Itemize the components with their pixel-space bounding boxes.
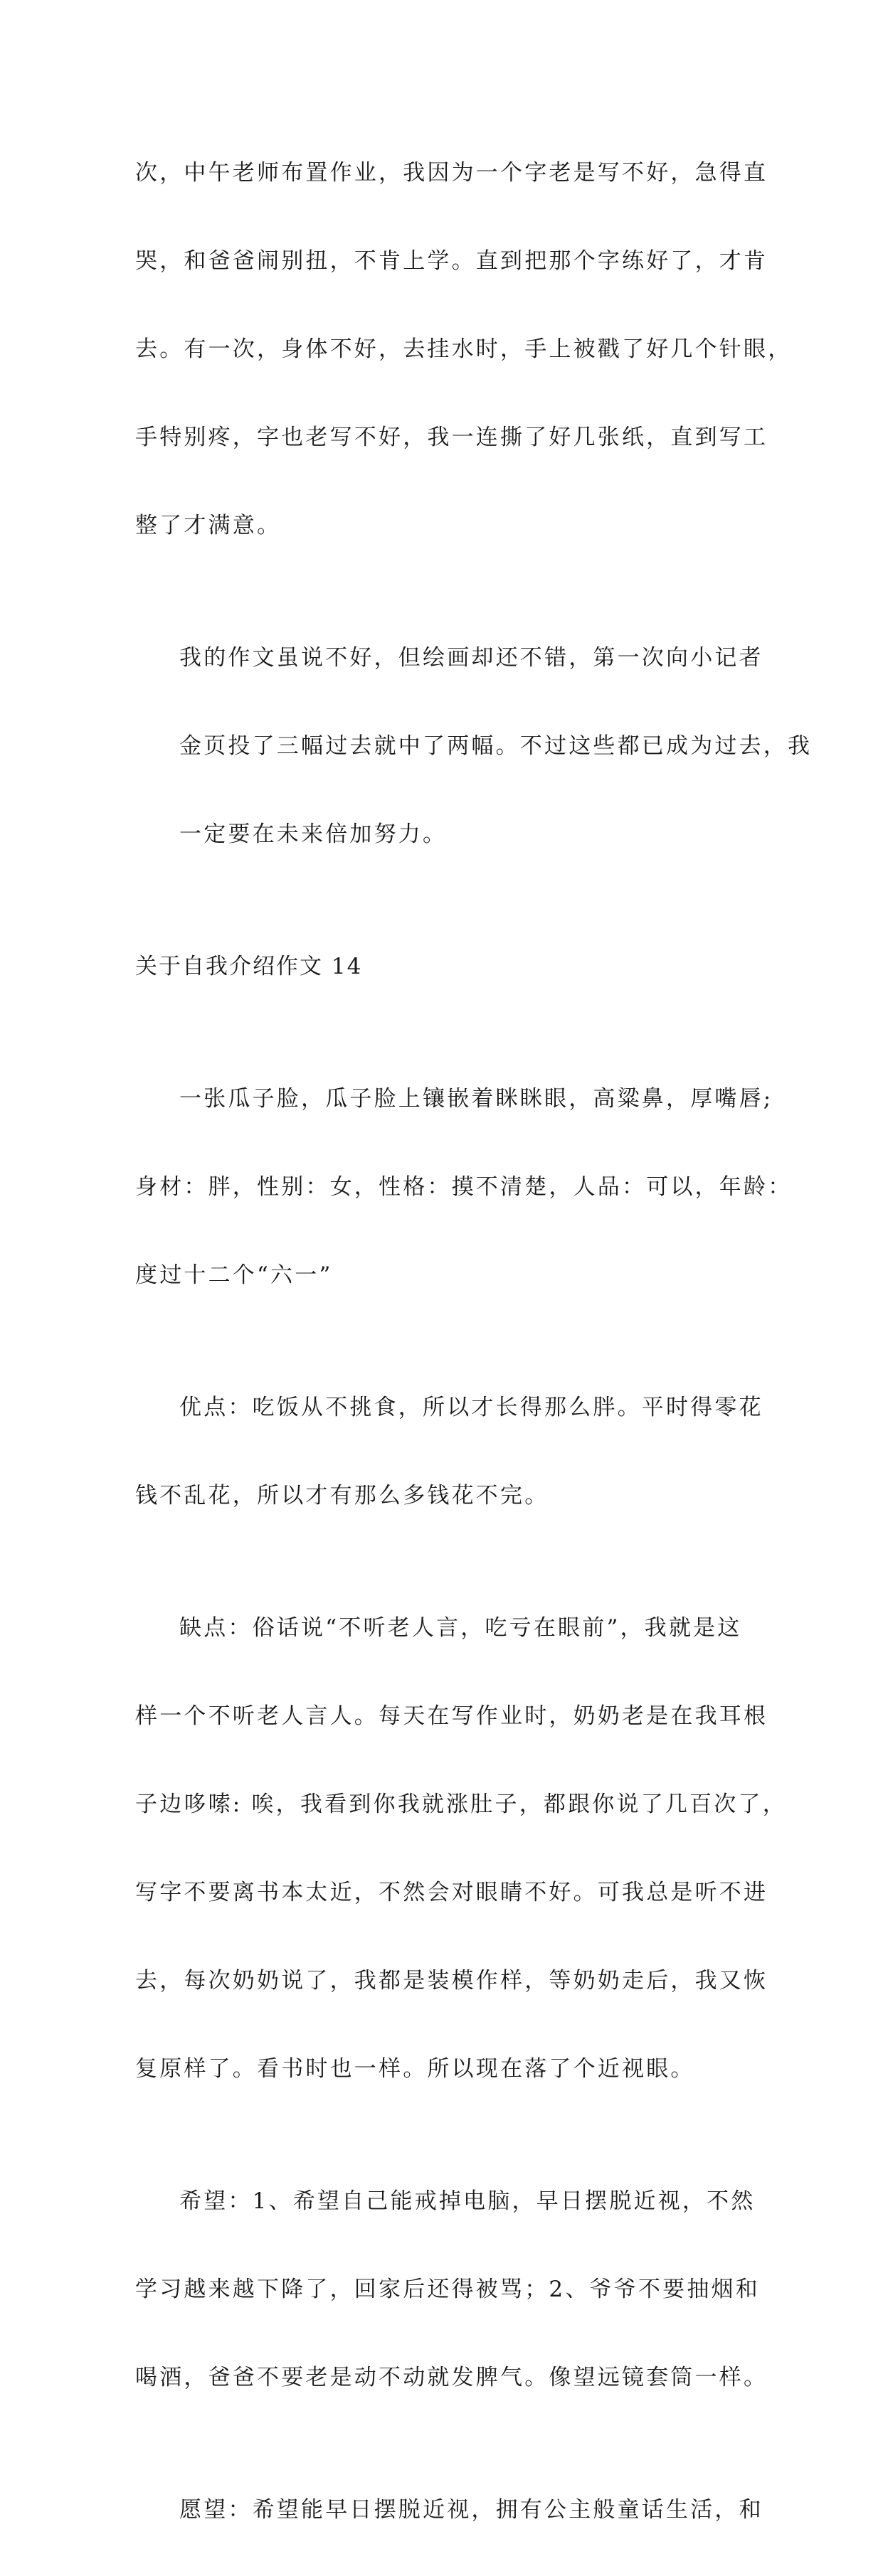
paragraph-3: [135, 1033, 793, 1341]
paragraph-6: [135, 2135, 768, 2444]
paragraph-2: [135, 592, 813, 900]
text-line: 去，每次奶奶说了，我都是装模作样，等奶奶走后，我又恢: [135, 1968, 768, 1994]
document-body: [135, 107, 813, 2576]
paragraph-1: [135, 107, 793, 592]
text-line: 希望：1、希望自己能戒掉电脑，早日摆脱近视，不然: [179, 2188, 756, 2214]
text-line: 缺点：俗话说“不听老人言，吃亏在眼前”，我就是这: [179, 1615, 742, 1641]
text-line: 一张瓜子脸，瓜子脸上镶嵌着眯眯眼，高粱鼻，厚嘴唇;: [179, 1086, 773, 1112]
text-line: 身材：胖，性别：女，性格：摸不清楚，人品：可以，年龄：: [135, 1174, 793, 1200]
text-line: 度过十二个“六一”: [135, 1262, 333, 1288]
text-line: 样一个不听老人言人。每天在写作业时，奶奶老是在我耳根: [135, 1703, 768, 1729]
text-line: 钱不乱花，所以才有那么多钱花不完。: [135, 1483, 549, 1508]
text-line: 复原样了。看书时也一样。所以现在落了个近视眼。: [135, 2056, 695, 2082]
text-line: 一定要在未来倍加努力。: [179, 821, 448, 847]
text-line: 写字不要离书本太近，不然会对眼睛不好。可我总是听不进: [135, 1880, 768, 1905]
heading-text: 关于自我介绍作文 14: [135, 954, 363, 979]
text-line: 子边哆嗦: 唉，我看到你我就涨肚子，都跟你说了几百次了，: [135, 1792, 787, 1817]
text-line: 去。有一次，身体不好，去挂水时，手上被戳了好几个针眼，: [135, 336, 793, 362]
text-line: 喝酒，爸爸不要老是动不动就发脾气。像望远镜套筒一样。: [135, 2365, 768, 2390]
text-line: 优点：吃饭从不挑食，所以才长得那么胖。平时得零花: [179, 1395, 763, 1420]
text-line: 我的作文虽说不好，但绘画却还不错，第一次向小记者: [179, 645, 763, 671]
text-line: 金页投了三幅过去就中了两幅。不过这些都已成为过去，我: [179, 733, 813, 759]
text-line: 学习越来越下降了，回家后还得被骂；2、爷爷不要抽烟和: [135, 2277, 760, 2302]
text-line: 愿望：希望能早日摆脱近视，拥有公主般童话生活，和: [179, 2497, 763, 2523]
paragraph-5: [135, 1562, 787, 2135]
paragraph-4: [135, 1341, 761, 1562]
paragraph-7: [135, 2444, 761, 2576]
text-line: 哭，和爸爸闹别扭，不肯上学。直到把那个字练好了，才肯: [135, 248, 768, 274]
text-line: 整了才满意。: [135, 513, 282, 538]
text-line: 次，中午老师布置作业，我因为一个字老是写不好，急得直: [135, 160, 768, 186]
section-heading: [135, 900, 761, 1033]
text-line: 手特别疼，字也老写不好，我一连撕了好几张纸，直到写工: [135, 425, 768, 450]
